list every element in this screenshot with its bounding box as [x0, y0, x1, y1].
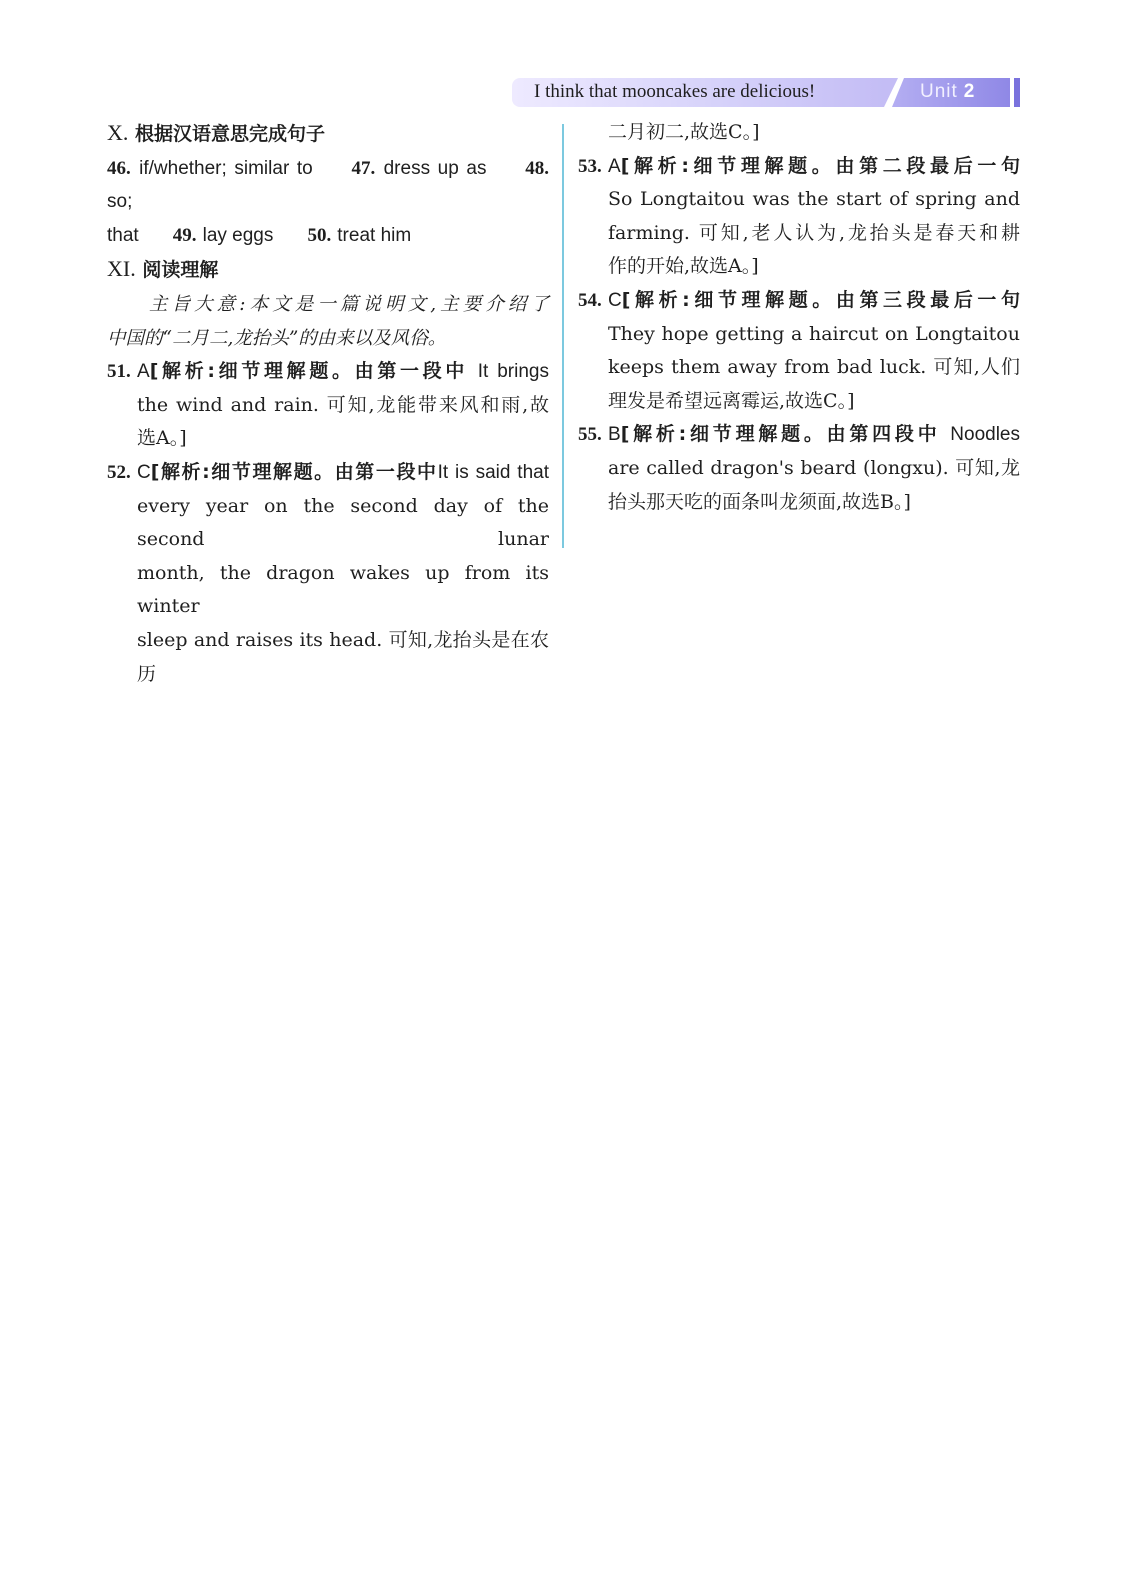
- answer-item-54: [578, 284, 1020, 418]
- item-54-answer: C: [608, 289, 622, 311]
- item-num-54: 54.: [578, 289, 602, 311]
- section-x-numeral: X.: [107, 120, 129, 145]
- section-xi-title: 阅读理解: [142, 259, 219, 282]
- main-idea-summary: [107, 288, 549, 355]
- item-54-tag: [解析:细节理解题。由第三段最后一句: [621, 288, 1020, 311]
- answer-num-46: 46.: [107, 157, 131, 179]
- answer-49: lay eggs: [202, 224, 274, 246]
- item-54-line-1: They hope getting a haircut on Longtaitou: [608, 322, 1020, 345]
- answers-line-2: [107, 219, 549, 253]
- item-51-tag: [解析:细节理解题。由第一段中: [149, 360, 469, 383]
- section-x-heading: [107, 116, 549, 152]
- answer-48-cont: that: [107, 224, 139, 246]
- item-52-tag: [解析:细节理解题。由第一段中: [150, 460, 438, 483]
- item-52-continuation: 二月初二,故选C。]: [608, 121, 760, 143]
- answer-num-48: 48.: [525, 157, 549, 179]
- item-51-line-1: It brings: [477, 361, 549, 383]
- item-55-line-2: are called dragon's beard (longxu). 可知,龙: [608, 456, 1020, 479]
- lesson-title: I think that mooncakes are delicious!: [534, 81, 816, 102]
- item-num-53: 53.: [578, 155, 602, 177]
- section-x-title: 根据汉语意思完成句子: [135, 123, 326, 145]
- unit-number: 2: [963, 81, 976, 102]
- item-52-line-3: month, the dragon wakes up from its winter: [137, 561, 549, 618]
- unit-label: [920, 81, 975, 103]
- answers-line-1: [107, 152, 549, 219]
- item-52-answer: C: [137, 461, 151, 483]
- answer-47: dress up as: [383, 157, 487, 179]
- answer-item-52: [107, 456, 549, 691]
- item-52-line-2: every year on the second day of the second lunar: [137, 494, 549, 551]
- answer-48: so;: [107, 191, 133, 213]
- answer-50: treat him: [337, 224, 412, 246]
- item-52-line-1: It is said that: [437, 461, 549, 483]
- answer-item-55: [578, 418, 1020, 519]
- item-51-line-3: 选A。]: [137, 427, 187, 450]
- item-53-tag: [解析:细节理解题。由第二段最后一句: [620, 154, 1020, 177]
- page-header: [512, 78, 1020, 107]
- column-divider: [562, 124, 564, 548]
- left-column: [107, 116, 549, 691]
- item-53-line-3: 作的开始,故选A。]: [608, 255, 759, 278]
- item-54-line-3: 理发是希望远离霉运,故选C。]: [608, 389, 855, 412]
- item-55-answer: B: [608, 424, 621, 446]
- summary-line-1: 主旨大意:本文是一篇说明文,主要介绍了: [149, 293, 549, 315]
- answer-46: if/whether; similar to: [139, 157, 313, 179]
- item-num-55: 55.: [578, 424, 602, 446]
- item-num-52: 52.: [107, 461, 131, 483]
- item-51-answer: A: [137, 361, 150, 383]
- item-51-line-2: the wind and rain. 可知,龙能带来风和雨,故: [137, 393, 549, 416]
- answer-num-50: 50.: [307, 224, 332, 246]
- item-53-answer: A: [608, 155, 621, 177]
- right-column: [578, 116, 1020, 519]
- item-55-line-3: 抬头那天吃的面条叫龙须面,故选B。]: [608, 490, 911, 513]
- item-53-line-2: farming. 可知,老人认为,龙抬头是春天和耕: [608, 221, 1020, 244]
- summary-line-2: 中国的“二月二,龙抬头”的由来以及风俗。: [107, 327, 447, 349]
- answer-num-47: 47.: [351, 157, 376, 179]
- item-55-tag: [解析:细节理解题。由第四段中: [620, 423, 941, 446]
- header-end-bar: [1014, 78, 1020, 107]
- answer-num-49: 49.: [172, 224, 197, 246]
- item-54-line-2: keeps them away from bad luck. 可知,人们: [608, 356, 1020, 379]
- unit-word: Unit: [920, 81, 958, 102]
- item-53-line-1: So Longtaitou was the start of spring and: [608, 188, 1020, 211]
- section-xi-heading: [107, 252, 549, 288]
- answer-item-51: [107, 355, 549, 456]
- item-55-line-1: Noodles: [950, 424, 1020, 446]
- item-52-line-4: sleep and raises its head. 可知,龙抬头是在农历: [137, 628, 549, 685]
- section-xi-numeral: XI.: [107, 256, 136, 282]
- item-num-51: 51.: [107, 361, 131, 383]
- answer-item-53: [578, 150, 1020, 284]
